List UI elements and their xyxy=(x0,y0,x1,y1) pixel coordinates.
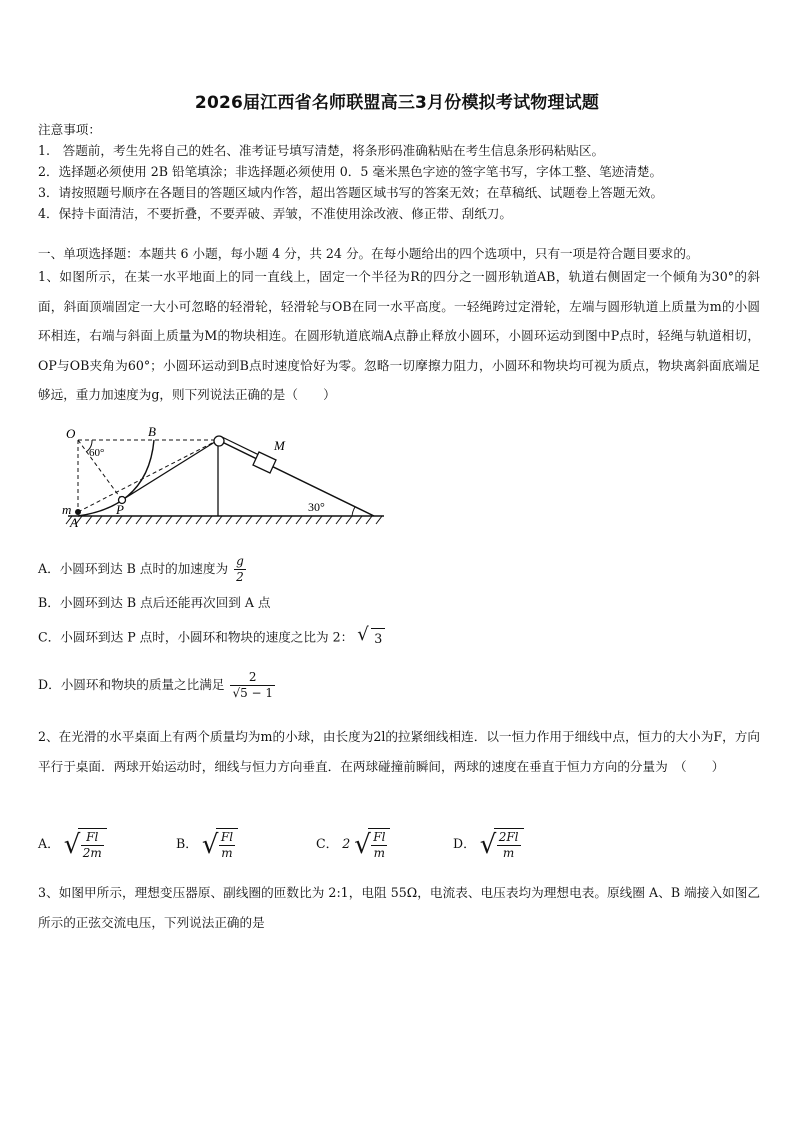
question-1-text: 1、如图所示，在某一水平地面上的同一直线上，固定一个半径为R的四分之一圆形轨道AB，轨道右侧固定一个倾角为30°的斜面，斜面顶端固定一大小可忽略的轻滑轮，轻滑轮与OB在同一水平高度。一轻绳跨过定滑轮，左端与圆形轨道上质量为m的小圆环相连，右端与斜面上质量为M的物块相连。在圆形轨道底端A点静止释放小圆环，小圆环运动到图中P点时，轻绳与轨道相切，OP与OB夹角为60°；小圆环运动到B点时速度恰好为零。忽略一切摩擦力阻力，小圆环和物块均可视为质点，物块离斜面底端足够远，重力加速度为g，则下列说法正确的是（ ） xyxy=(38,269,760,402)
q2-option-a-num: Fl xyxy=(81,830,104,846)
q2-option-a[interactable] xyxy=(38,828,107,861)
q2-option-b[interactable] xyxy=(176,828,238,861)
q1-option-d-den-tail: − 1 xyxy=(247,686,274,700)
q2-option-d-sqrt: √ $\frac{2Fl}{m}$ xyxy=(480,828,524,861)
q2-option-a-den: 2m xyxy=(82,846,102,860)
question-3-text: 3、如图甲所示，理想变压器原、副线圈的匝数比为 2:1，电阻 55Ω，电流表、电压表均为理想电表。原线圈 A、B 端接入如图乙所示的正弦交流电压，下列说法正确的是 xyxy=(38,885,760,930)
q2-option-c-label: C． xyxy=(316,836,339,851)
label-p: P xyxy=(116,502,124,517)
label-m-ring: m xyxy=(62,502,72,517)
q1-option-a[interactable] xyxy=(38,554,246,585)
notice-item-2: 2．选择题必须使用 2B 铅笔填涂；非选择题必须使用 0．5 毫米黑色字迹的签字笔书写，字体工整、笔迹清楚。 xyxy=(38,164,663,179)
q2-option-a-label: A． xyxy=(38,836,60,851)
question-3-stem xyxy=(38,878,760,937)
q2-option-c[interactable] xyxy=(316,828,390,861)
angle-30-arc xyxy=(352,507,355,516)
question-1-stem xyxy=(38,262,760,410)
question-2-stem xyxy=(38,722,760,781)
label-angle-60: 60° xyxy=(89,447,105,459)
q1-option-c-radicand: 3 xyxy=(371,628,385,648)
page-title: 2026届江西省名师联盟高三3月份模拟考试物理试题 xyxy=(194,93,600,113)
notice-item-3: 3．请按照题号顺序在各题目的答题区域内作答，超出答题区域书写的答案无效；在草稿纸、试题卷上答题无效。 xyxy=(38,185,664,200)
question-2-text: 2、在光滑的水平桌面上有两个质量均为m的小球，由长度为2l的拉紧细线相连．以一恒力作用于细线中点，恒力的大小为F，方向平行于桌面．两球开始运动时，细线与恒力方向垂直．在两球碰撞前瞬间，两球的速度在垂直于恒力方向的分量为 （ ） xyxy=(38,729,760,774)
q1-option-d-text: D．小圆环和物块的质量之比满足 xyxy=(38,677,225,692)
q1-option-d-fraction xyxy=(230,670,275,701)
q1-option-a-fraction xyxy=(234,554,246,585)
q2-option-c-den: m xyxy=(373,846,386,860)
q1-option-c[interactable] xyxy=(38,624,385,648)
q2-option-c-sqrt: √ $\frac{Fl}{m}$ xyxy=(354,828,390,861)
notice-heading: 注意事项： xyxy=(38,122,101,137)
q2-option-d[interactable] xyxy=(453,828,524,861)
section-heading: 一、单项选择题：本题共 6 小题，每小题 4 分，共 24 分。在每小题给出的四个选项中，只有一项是符合题目要求的。 xyxy=(38,246,699,261)
ground-hatching xyxy=(66,516,382,524)
notice-item-1: 1. 答题前，考生先将自己的姓名、准考证号填写清楚，将条形码准确粘贴在考生信息条形码粘贴区。 xyxy=(38,143,605,158)
q2-option-d-label: D． xyxy=(453,836,476,851)
q1-option-a-num: g xyxy=(236,554,244,568)
notice-item-4: 4．保持卡面清洁，不要折叠，不要弄破、弄皱，不准使用涂改液、修正带、刮纸刀。 xyxy=(38,206,512,221)
q2-option-b-num: Fl xyxy=(220,830,234,844)
incline-surface xyxy=(218,440,374,516)
q1-option-c-sqrt: √ 3 xyxy=(357,628,385,648)
q2-option-b-den: m xyxy=(221,846,233,860)
label-angle-30: 30° xyxy=(308,500,325,514)
q2-option-b-label: B． xyxy=(176,836,198,851)
label-a: A xyxy=(70,515,78,528)
q2-option-d-den: m xyxy=(502,846,515,860)
rope-to-block xyxy=(222,437,261,456)
question-1-diagram xyxy=(56,422,386,528)
q1-option-b[interactable]: B．小圆环到达 B 点后还能再次回到 A 点 xyxy=(38,595,271,610)
q2-option-b-sqrt: √ $\frac{Fl}{m}$ xyxy=(202,828,238,861)
rope-tangent xyxy=(122,440,218,500)
label-b: B xyxy=(148,424,156,439)
q1-option-d-den-wrap: √5 − 1 xyxy=(232,686,274,700)
q2-option-c-num: Fl xyxy=(373,830,386,844)
q1-option-a-den: 2 xyxy=(236,570,244,584)
q1-option-d-den: 5 xyxy=(240,686,248,700)
q2-option-a-sqrt: √ $\frac{Fl}{2m}$ xyxy=(64,828,107,861)
q1-option-d-num: 2 xyxy=(230,670,275,686)
q1-option-a-text: A．小圆环到达 B 点时的加速度为 xyxy=(38,561,229,576)
q1-option-d[interactable] xyxy=(38,670,275,701)
q2-option-c-coef: 2 xyxy=(342,836,351,851)
q2-option-d-num: 2Fl xyxy=(498,830,519,844)
label-o: O xyxy=(66,426,76,441)
label-m-block: M xyxy=(274,438,285,453)
block-m xyxy=(253,452,276,473)
q1-option-c-text: C．小圆环到达 P 点时，小圆环和物块的速度之比为 2： xyxy=(38,629,354,645)
